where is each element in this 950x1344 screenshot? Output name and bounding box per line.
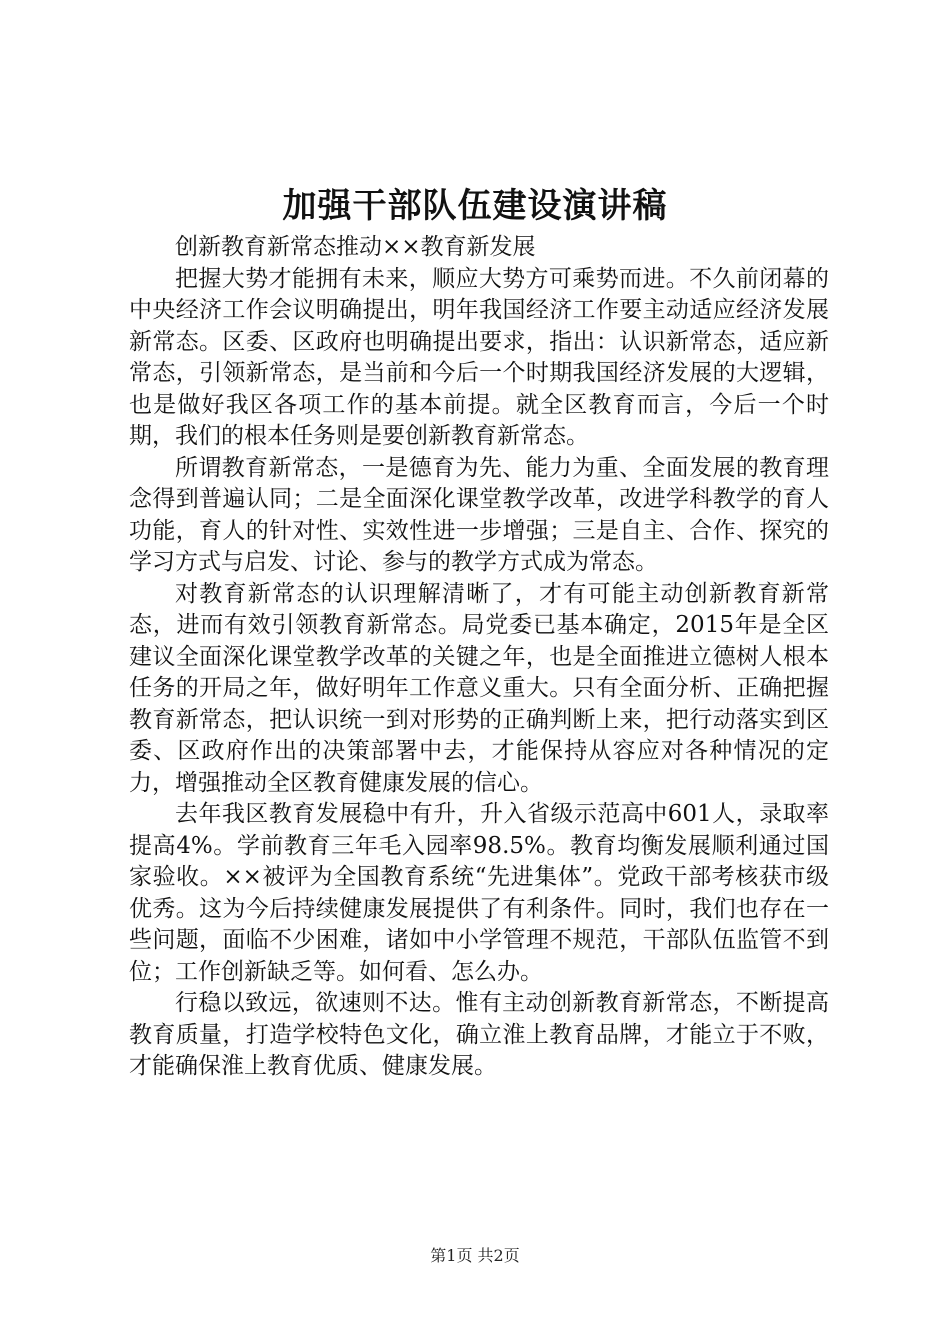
paragraph-1: 把握大势才能拥有未来，顺应大势方可乘势而进。不久前闭幕的中央经济工作会议明确提出，明年我国经济工作要主动适应经济发展新常态。区委、区政府也明确提出要求，指出：认识新常态，适应新常态，引领新常态，是当前和今后一个时期我国经济发展的大逻辑，也是做好我区各项工作的基本前提。就全区教育而言，今后一个时期，我们的根本任务则是要创新教育新常态。 xyxy=(129,265,829,449)
paragraph-3: 对教育新常态的认识理解清晰了，才有可能主动创新教育新常态，进而有效引领教育新常态。局党委已基本确定，2015年是全区建议全面深化课堂教学改革的关键之年，也是全面推进立德树人根本任务的开局之年，做好明年工作意义重大。只有全面分析、正确把握教育新常态，把认识统一到对形势的正确判断上来，把行动落实到区委、区政府作出的决策部署中去，才能保持从容应对各种情况的定力，增强推动全区教育健康发展的信心。 xyxy=(129,580,829,796)
paragraph-2: 所谓教育新常态，一是德育为先、能力为重、全面发展的教育理念得到普遍认同；二是全面深化课堂教学改革，改进学科教学的育人功能，育人的针对性、实效性进一步增强；三是自主、合作、探究的学习方式与启发、讨论、参与的教学方式成为常态。 xyxy=(129,454,829,575)
paragraph-5: 行稳以致远，欲速则不达。惟有主动创新教育新常态，不断提高教育质量，打造学校特色文化，确立淮上教育品牌，才能立于不败，才能确保淮上教育优质、健康发展。 xyxy=(129,990,829,1079)
document-subtitle: 创新教育新常态推动××教育新发展 xyxy=(175,234,536,260)
paragraph-4: 去年我区教育发展稳中有升，升入省级示范高中601人，录取率提高4%。学前教育三年毛入园率98.5%。教育均衡发展顺利通过国家验收。××被评为全国教育系统“先进集体”。党政干部考核获市级优秀。这为今后持续健康发展提供了有利条件。同时，我们也存在一些问题，面临不少困难，诸如中小学管理不规范，干部队伍监管不到位；工作创新缺乏等。如何看、怎么办。 xyxy=(129,801,829,985)
page-number-footer: 第1页 共2页 xyxy=(430,1246,520,1265)
document-body xyxy=(129,232,829,1083)
document-title: 加强干部队伍建设演讲稿 xyxy=(282,186,668,226)
